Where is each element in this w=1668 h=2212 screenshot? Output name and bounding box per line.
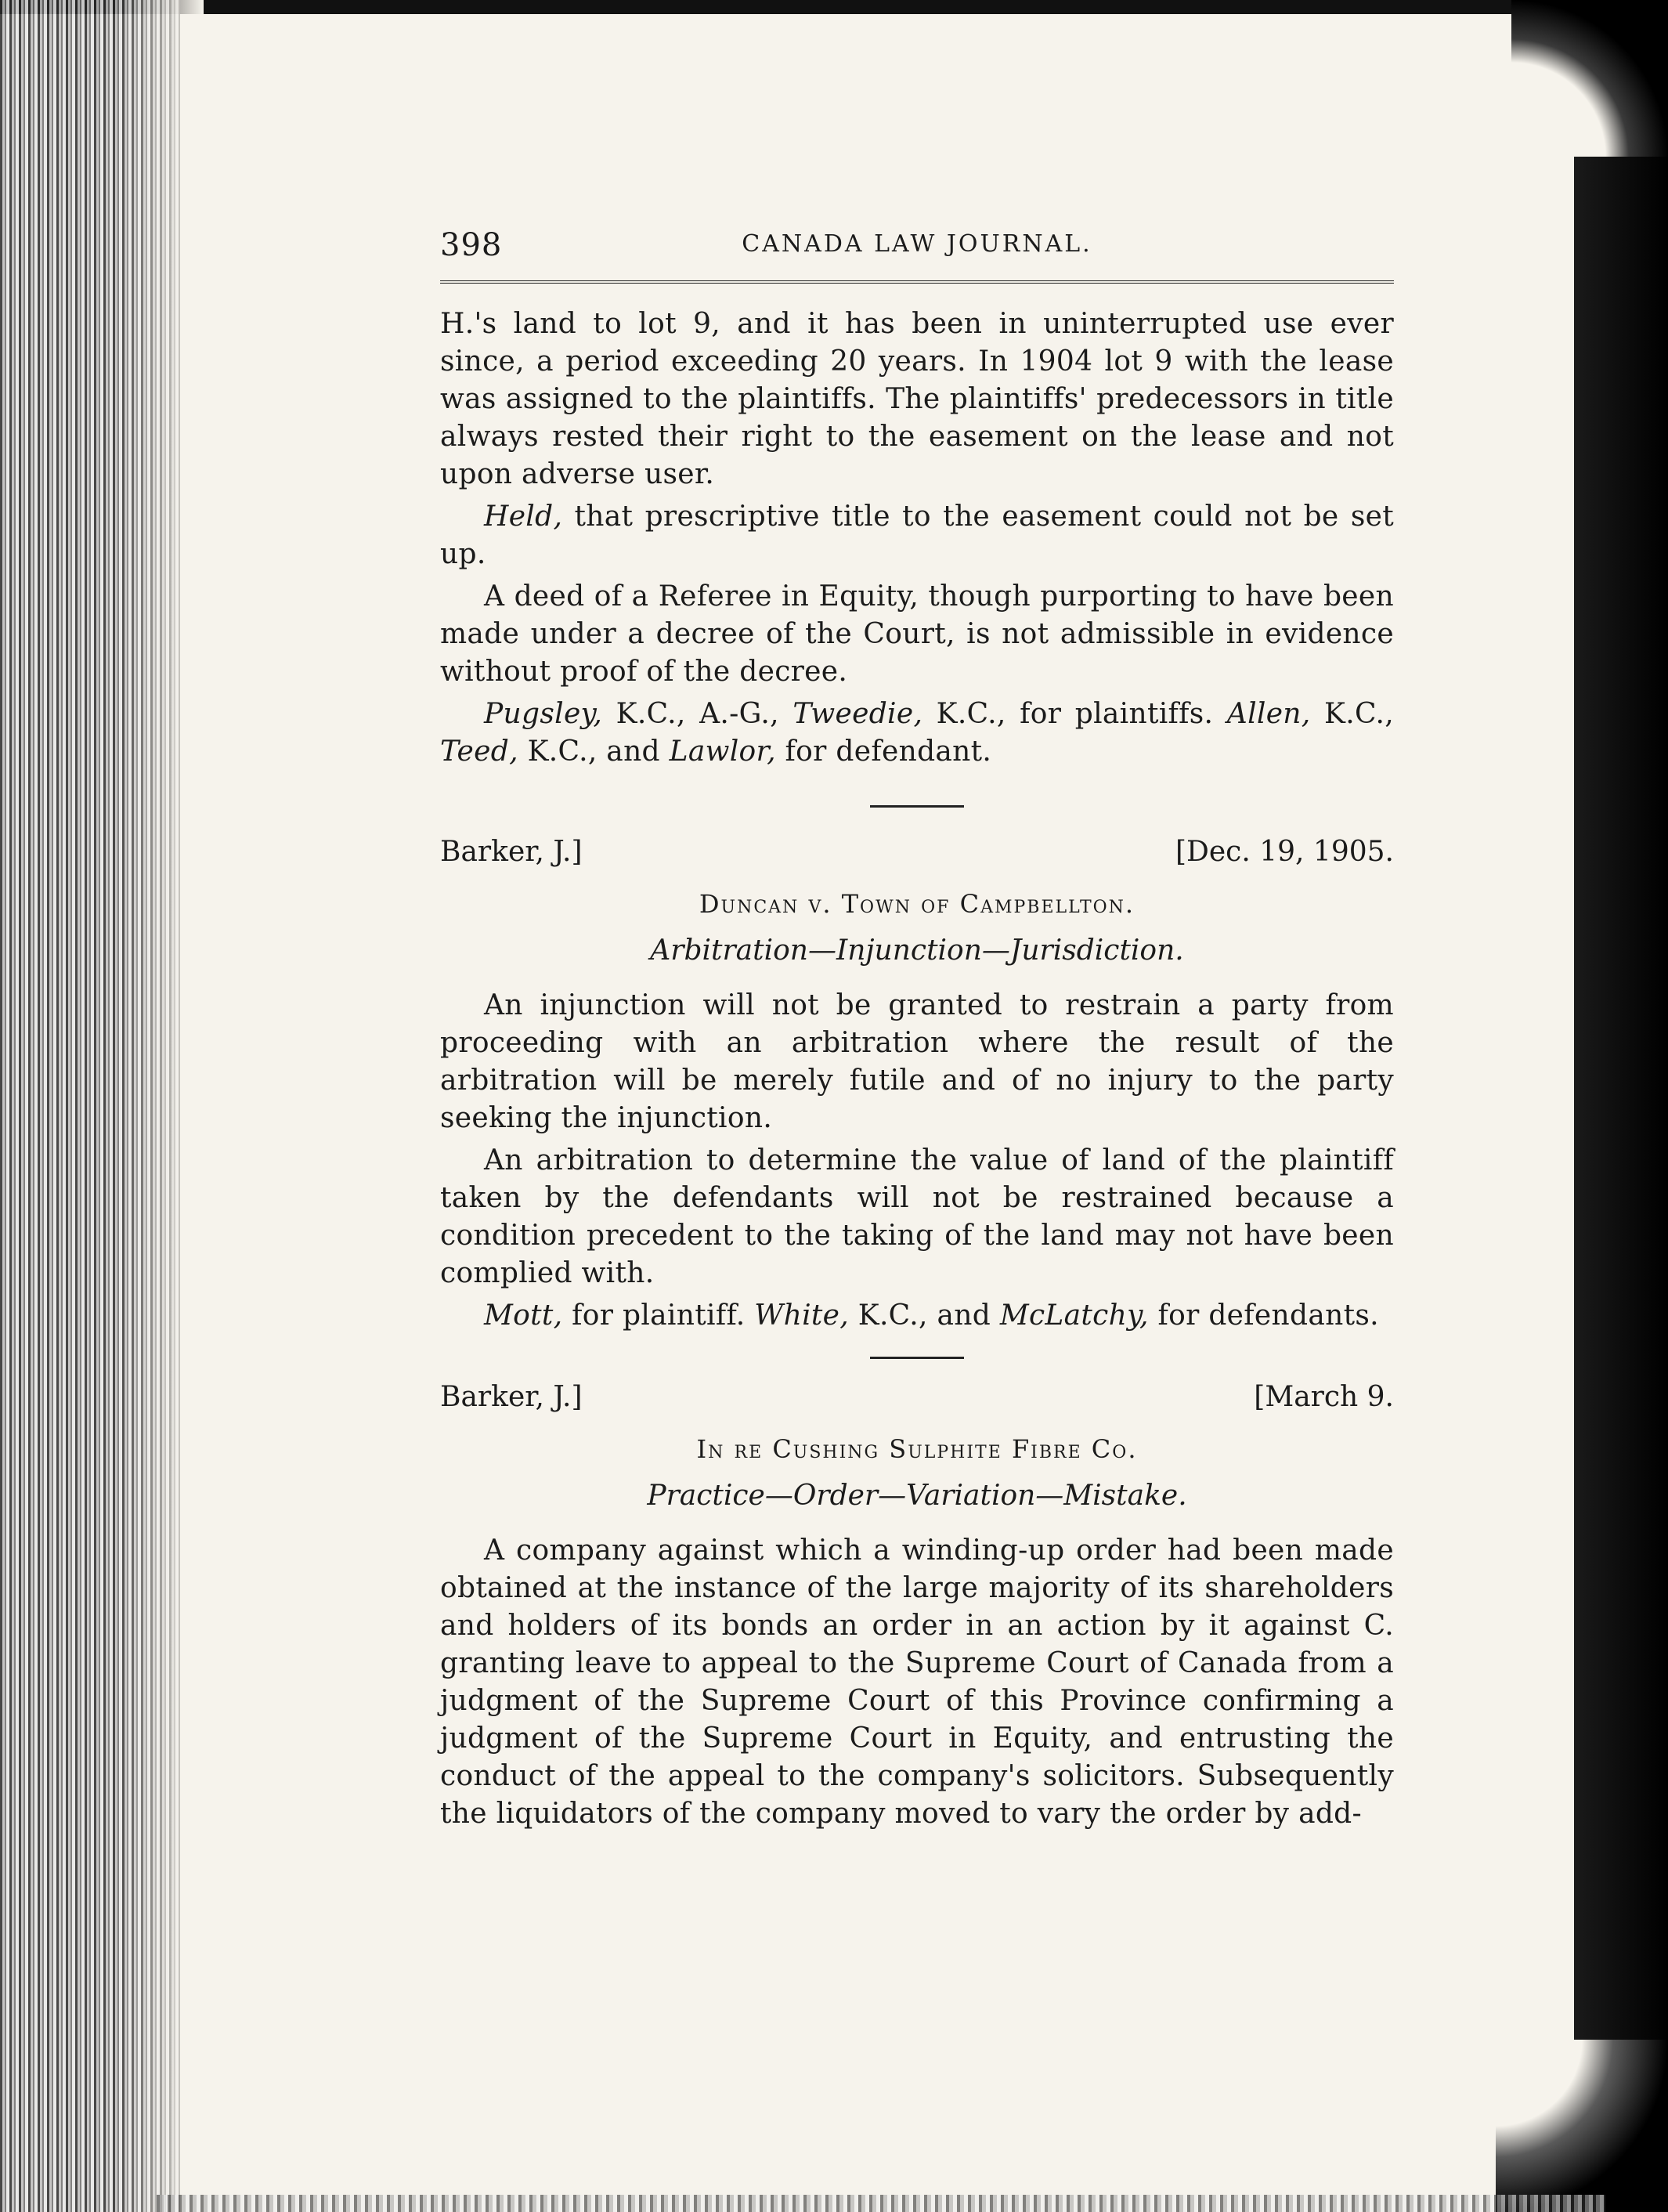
counsel-name: Tweedie,: [792, 698, 923, 730]
scan-edge-top: [0, 0, 1668, 14]
counsel-text: K.C., A.-G.,: [602, 698, 793, 730]
decision-date: [Dec. 19, 1905.: [1175, 836, 1394, 868]
counsel-name: Mott,: [484, 1299, 563, 1332]
held-text: that prescriptive title to the easement could not be set up.: [440, 501, 1394, 570]
counsel-text: for plaintiff.: [562, 1299, 755, 1332]
section-separator: [870, 1357, 964, 1359]
scan-corner-top-right: [1511, 0, 1668, 157]
case-subject: Practice—Order—Variation—Mistake.: [647, 1480, 1187, 1512]
case-title: In re Cushing Sulphite Fibre Co.: [696, 1434, 1138, 1464]
document-page: [440, 227, 1394, 1833]
decision-date: [March 9.: [1254, 1381, 1394, 1413]
counsel-text: K.C., for plaintiffs.: [922, 698, 1227, 730]
page-number: 398: [440, 227, 503, 263]
counsel-name: Pugsley,: [484, 698, 603, 730]
judge-name: Barker, J.]: [440, 1381, 583, 1413]
counsel-line-1: [440, 696, 1394, 771]
scan-edge-bottom: [157, 2195, 1605, 2212]
case-subject: Arbitration—Injunction—Jurisdiction.: [650, 934, 1184, 967]
counsel-text: K.C.,: [1310, 698, 1395, 730]
section-separator: [870, 805, 964, 808]
counsel-text: K.C., and: [518, 736, 670, 768]
scan-edge-left-fade: [117, 0, 204, 2212]
case-header-duncan: [440, 836, 1394, 875]
counsel-name: McLatchy,: [999, 1299, 1149, 1332]
running-head: [440, 227, 1394, 274]
judge-name: Barker, J.]: [440, 836, 583, 868]
paragraph-facts: H.'s land to lot 9, and it has been in uninterrupted use ever since, a period exceeding 20 years. In 1904 lot 9 with the lease was assigned to the plaintiffs. The plaintiffs' predecessors in title always rested their right to the easement on the lease and not upon adverse user.: [440, 308, 1394, 490]
paragraph-injunction: An injunction will not be granted to restrain a party from proceeding with an arbitration where the result of the arbitration will be merely futile and of no injury to the party seeking the injunction.: [440, 989, 1394, 1134]
scan-corner-bottom-right: [1496, 2040, 1668, 2212]
counsel-text: for defendants.: [1148, 1299, 1379, 1332]
held-word: Held,: [484, 501, 563, 533]
counsel-name: White,: [754, 1299, 849, 1332]
journal-title: CANADA LAW JOURNAL.: [742, 230, 1092, 258]
counsel-name: Allen,: [1226, 698, 1311, 730]
paragraph-held: [440, 498, 1394, 573]
paragraph-referee-deed: A deed of a Referee in Equity, though purporting to have been made under a decree of the Court, is not admissible in evidence without proof of the decree.: [440, 580, 1394, 688]
counsel-name: Teed,: [440, 736, 518, 768]
paragraph-winding-up: A company against which a winding-up order had been made obtained at the instance of the large majority of its shareholders and holders of its bonds an order in an action by it against C. granting leave to appeal to the Supreme Court of Canada from a judgment of the Supreme Court of this Province confirming a judgment of the Supreme Court in Equity, and entrusting the conduct of the appeal to the company's solicitors. Subsequently the liquidators of the company moved to vary the order by add-: [440, 1534, 1394, 1830]
paragraph-arbitration: An arbitration to determine the value of land of the plaintiff taken by the defendants will not be restrained because a condition precedent to the taking of the land may not have been complied with.: [440, 1144, 1394, 1289]
counsel-text: K.C., and: [849, 1299, 1000, 1332]
case-header-cushing: [440, 1381, 1394, 1420]
counsel-name: Lawlor,: [669, 736, 776, 768]
case-title: Duncan v. Town of Campbellton.: [699, 889, 1135, 919]
counsel-text: for defendant.: [775, 736, 992, 768]
counsel-line-2: [440, 1297, 1394, 1335]
scan-edge-right: [1574, 47, 1668, 2212]
header-rule: [440, 280, 1394, 287]
